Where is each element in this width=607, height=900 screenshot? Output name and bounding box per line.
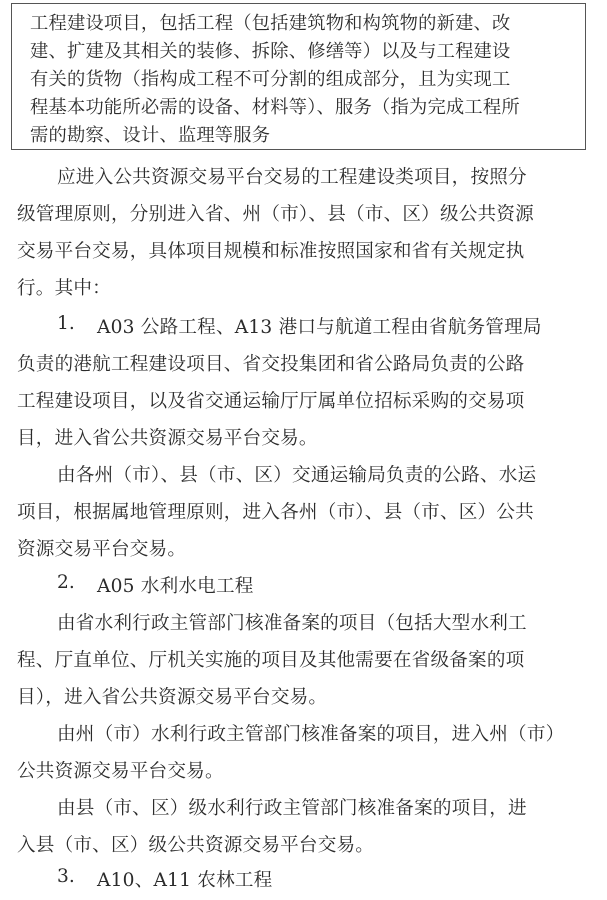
definition-line: 程基本功能所必需的设备、材料等）、服务（指为完成工程所 — [30, 97, 520, 118]
paragraph-line: 目），进入省公共资源交易平台交易。 — [17, 687, 328, 708]
paragraph-line: 程、厅直单位、厅机关实施的项目及其他需要在省级备案的项 — [17, 650, 525, 671]
paragraph-line: 由县（市、区）级水利行政主管部门核准备案的项目，进 — [57, 798, 527, 819]
section-line: 目，进入省公共资源交易平台交易。 — [17, 428, 318, 449]
paragraph-line: 资源交易平台交易。 — [17, 539, 187, 560]
paragraph-line: 入县（市、区）级公共资源交易平台交易。 — [17, 835, 375, 856]
section-heading: A10、A11 农林工程 — [97, 870, 273, 891]
section-number: 3. — [57, 866, 75, 887]
section-number: 2. — [57, 572, 75, 593]
definition-line: 需的勘察、设计、监理等服务 — [30, 125, 271, 146]
paragraph-line: 由各州（市）、县（市、区）交通运输局负责的公路、水运 — [57, 465, 537, 486]
section-number: 1. — [57, 313, 75, 334]
paragraph-line: 由省水利行政主管部门核准备案的项目（包括大型水利工 — [57, 613, 527, 634]
intro-line: 交易平台交易，具体项目规模和标准按照国家和省有关规定执 — [17, 241, 525, 262]
definition-line: 有关的货物（指构成工程不可分割的组成部分，且为实现工 — [30, 69, 511, 90]
intro-line: 应进入公共资源交易平台交易的工程建设类项目，按照分 — [57, 167, 527, 188]
section-heading: A05 水利水电工程 — [97, 576, 254, 597]
paragraph-line: 公共资源交易平台交易。 — [17, 761, 224, 782]
section-line: 负责的港航工程建设项目、省交投集团和省公路局负责的公路 — [17, 354, 525, 375]
definition-line: 工程建设项目，包括工程（包括建筑物和构筑物的新建、改 — [30, 13, 511, 34]
paragraph-line: 项目，根据属地管理原则，进入各州（市）、县（市、区）公共 — [17, 502, 534, 523]
intro-line: 级管理原则，分别进入省、州（市）、县（市、区）级公共资源 — [17, 204, 534, 225]
section-heading: A03 公路工程、A13 港口与航道工程由省航务管理局 — [97, 317, 542, 338]
intro-line: 行。其中： — [17, 278, 111, 299]
section-line: 工程建设项目，以及省交通运输厅厅属单位招标采购的交易项 — [17, 391, 525, 412]
definition-line: 建、扩建及其相关的装修、拆除、修缮等）以及与工程建设 — [30, 41, 511, 62]
definition-box — [11, 3, 586, 150]
paragraph-line: 由州（市）水利行政主管部门核准备案的项目，进入州（市） — [57, 724, 565, 745]
